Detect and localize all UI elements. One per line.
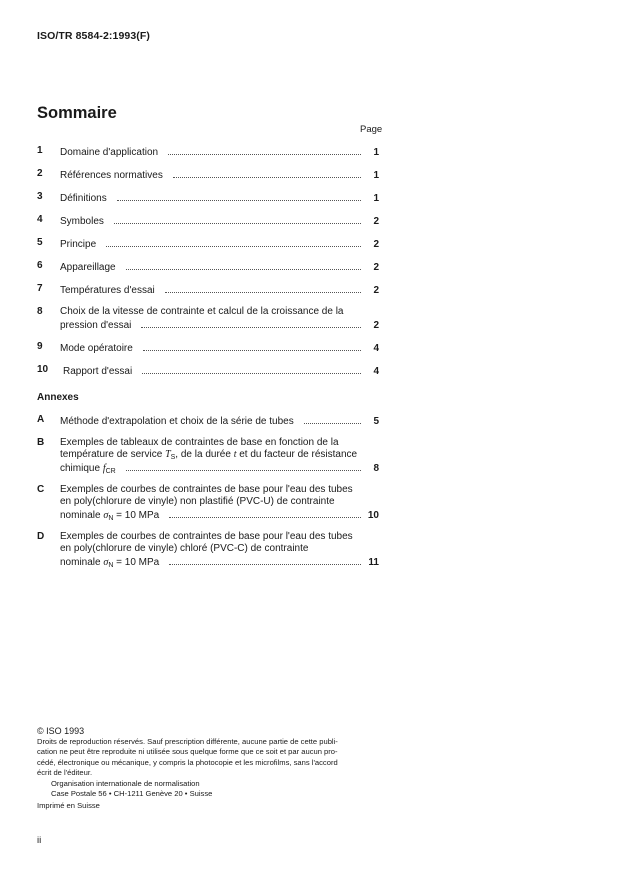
page-title: Sommaire bbox=[37, 104, 117, 122]
dot-leader bbox=[143, 341, 361, 351]
rights-text: cation ne peut être reproduite ni utilisée sous quelque forme que ce soit et par aucun pro- bbox=[37, 747, 338, 756]
dot-leader bbox=[141, 318, 361, 328]
annex-page: 5 bbox=[373, 416, 379, 427]
copyright-notice bbox=[37, 726, 382, 811]
toc-entry-page: 4 bbox=[373, 343, 379, 354]
annex-page: 11 bbox=[368, 557, 379, 568]
toc-entry-page: 2 bbox=[373, 262, 379, 273]
annex-title-line: nominale $\sigma_N = 10$ MPa bbox=[60, 557, 160, 569]
dot-leader bbox=[168, 145, 361, 155]
dot-leader bbox=[126, 461, 361, 471]
dot-leader bbox=[169, 508, 361, 518]
toc-entry-title: Domaine d'application bbox=[60, 147, 159, 158]
toc-entry-number: 4 bbox=[37, 214, 43, 225]
dot-leader bbox=[169, 555, 361, 565]
toc-entry-page: 2 bbox=[373, 285, 379, 296]
page-column-label: Page bbox=[360, 124, 383, 135]
annex-title-line: chimique $f_{CR}$ bbox=[60, 463, 116, 475]
annex-title-line: nominale $\sigma_N = 10$ MPa bbox=[60, 510, 160, 522]
annex-title: Méthode d'extrapolation et choix de la série de tubes bbox=[60, 416, 294, 427]
toc-entry-title: Températures d'essai bbox=[60, 285, 155, 296]
rights-text: Droits de reproduction réservés. Sauf prescription différente, aucune partie de cette publi- bbox=[37, 736, 338, 746]
annex-letter: D bbox=[37, 531, 45, 542]
annex-letter: B bbox=[37, 437, 45, 448]
toc-entry-page: 4 bbox=[373, 366, 379, 377]
annexes-heading: Annexes bbox=[37, 392, 79, 403]
toc-entry-number: 8 bbox=[37, 306, 43, 317]
toc-entry-page: 2 bbox=[373, 239, 379, 250]
toc-entry-title-line: pression d'essai bbox=[60, 320, 132, 331]
document-identifier: ISO/TR 8584-2:1993(F) bbox=[37, 30, 150, 42]
annex-title-line: Exemples de courbes de contraintes de base pour l'eau des tubes bbox=[60, 484, 353, 495]
toc-entry-number: 1 bbox=[37, 145, 43, 156]
toc-entry-number: 2 bbox=[37, 168, 43, 179]
toc-entry-title: Mode opératoire bbox=[60, 343, 133, 354]
annex-title-line: en poly(chlorure de vinyle) chloré (PVC-C) de contrainte bbox=[60, 543, 309, 554]
dot-leader bbox=[117, 191, 361, 201]
toc-entry-number: 6 bbox=[37, 260, 43, 271]
annex-page: 8 bbox=[373, 463, 379, 474]
dot-leader bbox=[173, 168, 361, 178]
rights-text: écrit de l'éditeur. bbox=[37, 768, 93, 777]
toc-entry-number: 5 bbox=[37, 237, 43, 248]
annex-page: 10 bbox=[367, 510, 379, 521]
dot-leader bbox=[165, 283, 361, 293]
dot-leader bbox=[106, 237, 361, 247]
dot-leader bbox=[304, 414, 361, 424]
copyright-line: © ISO 1993 bbox=[37, 726, 85, 736]
rights-text: cédé, électronique ou mécanique, y compris la photocopie et les microfilms, sans l'accord bbox=[37, 757, 338, 767]
toc-entry-number: 3 bbox=[37, 191, 43, 202]
dot-leader bbox=[114, 214, 361, 224]
annex-title-line: température de service $T_S$, de la durée t et du facteur de résistance bbox=[60, 449, 358, 461]
toc-entry-page: 2 bbox=[373, 216, 379, 227]
toc-entry-page: 1 bbox=[373, 170, 379, 181]
annex-title-line: Exemples de courbes de contraintes de base pour l'eau des tubes bbox=[60, 531, 353, 542]
toc-entry-title: Appareillage bbox=[60, 262, 116, 273]
page-number: ii bbox=[37, 835, 42, 846]
annex-letter: A bbox=[37, 414, 45, 425]
toc-entry-title-line: Choix de la vitesse de contrainte et calcul de la croissance de la bbox=[60, 306, 344, 317]
toc-entry-number: 7 bbox=[37, 283, 43, 294]
toc-entry-page: 1 bbox=[373, 193, 379, 204]
toc-entry-title: Symboles bbox=[60, 216, 104, 227]
toc-entry-title: Références normatives bbox=[60, 170, 163, 181]
organization-address: Case Postale 56 • CH-1211 Genève 20 • Suisse bbox=[51, 789, 213, 798]
organization-name: Organisation internationale de normalisation bbox=[51, 778, 200, 788]
toc-entry-title: Rapport d'essai bbox=[63, 366, 133, 377]
annex-letter: C bbox=[37, 484, 45, 495]
toc-entry-number: 10 bbox=[37, 364, 49, 375]
annex-title-line: en poly(chlorure de vinyle) non plastifié (PVC-U) de contrainte bbox=[60, 496, 335, 507]
toc-entry-title: Définitions bbox=[60, 193, 107, 204]
toc-entry-title: Principe bbox=[60, 239, 97, 250]
printed-in: Imprimé en Suisse bbox=[37, 800, 100, 810]
dot-leader bbox=[126, 260, 361, 270]
dot-leader bbox=[142, 364, 361, 374]
toc-entry-number: 9 bbox=[37, 341, 43, 352]
annex-title-line: Exemples de tableaux de contraintes de base en fonction de la bbox=[60, 437, 339, 448]
toc-entry-page: 2 bbox=[373, 320, 379, 331]
toc-entry-page: 1 bbox=[373, 147, 379, 158]
